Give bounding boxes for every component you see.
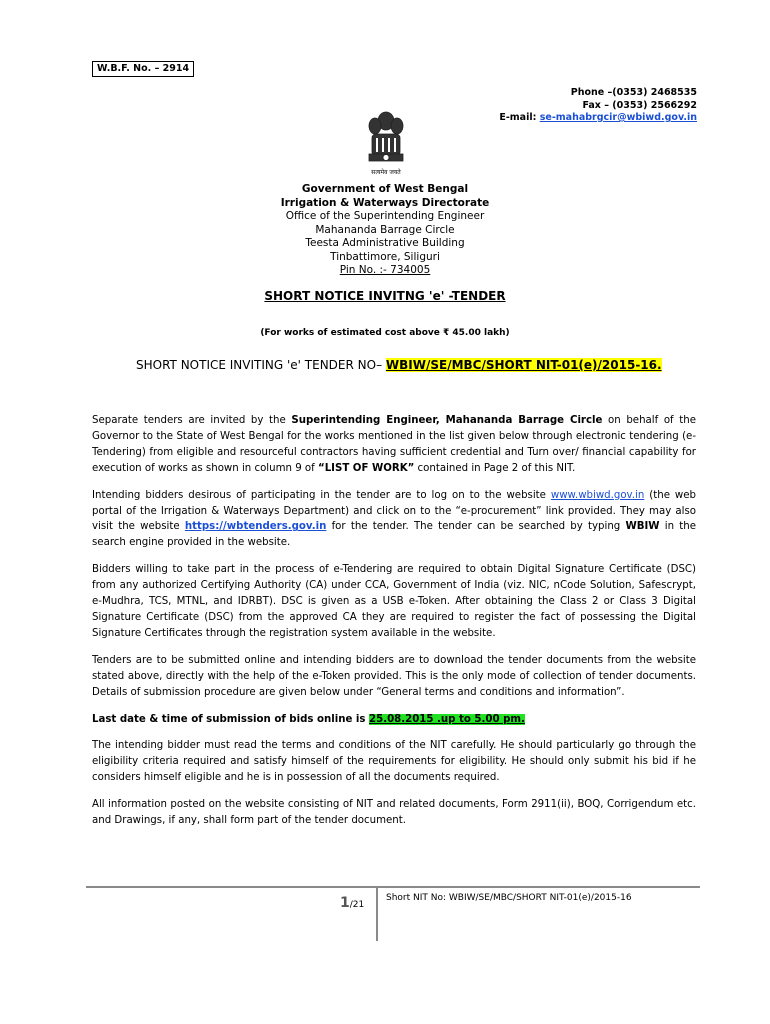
p1-list-of-work: “LIST OF WORK” (318, 462, 415, 474)
paragraph-submission: Tenders are to be submitted online and intending bidders are to download the tender documents from the website stated above, directly with the help of the e-Token provided. This is the only mode of collection of tender documents. Details of submission procedure are given below under “General terms and conditions and information”. (92, 654, 696, 698)
notice-number: WBIW/SE/MBC/SHORT NIT-01(e)/2015-16. (385, 358, 662, 372)
org-location: Tinbattimore, Siliguri (330, 250, 440, 263)
paragraph-eligibility: The intending bidder must read the terms and conditions of the NIT carefully. He should particularly go through the eligibility criteria required and satisfy himself of the requirements for eligibility. He should only submit his bid if he considers himself eligible and he is in possession of all the documents required. (92, 740, 696, 784)
p2-text-e: in the search engine provided in the website. (92, 521, 696, 549)
notice-prefix: SHORT NOTICE INVITING 'e' TENDER NO– (136, 358, 383, 372)
p1-authority: Superintending Engineer, Mahananda Barrage Circle (291, 415, 603, 426)
org-office: Office of the Superintending Engineer (285, 210, 485, 222)
p2-text-a: Intending bidders desirous of participating in the tender are to log on to the website (92, 489, 551, 501)
page-title: SHORT NOTICE INVITNG 'e' -TENDER (264, 289, 506, 303)
wbiwd-link[interactable]: www.wbiwd.gov.in (550, 489, 645, 501)
p2-text-c: for the tender. The tender can be searched by typing (326, 521, 626, 533)
email-line (499, 112, 697, 125)
last-date-label: Last date & time of submission of bids online is (92, 713, 370, 725)
paragraph-last-date (92, 712, 696, 728)
total-pages: /21 (349, 900, 365, 910)
phone: Phone –(0353) 2468535 (570, 87, 697, 98)
paragraph-dsc: Bidders willing to take part in the process of e-Tendering are required to obtain Digital Signature Certificate (DSC) from any authorized Certifying Authority (CA) under CCA, Government of India (viz. NIC, nCode Solution, Safescrypt, e-Mudhra, TCS, MTNL, and IDRBT). DSC is given as a USB e-Token. After obtaining the Class 2 or Class 3 Digital Signature Certificate (DSC) from the approved CA they are required to register the fact of possessing the Digital Signature Certificates through the registration system available in the website. (92, 564, 696, 639)
paragraph-website (92, 488, 696, 552)
org-pin: Pin No. :- 734005 (339, 264, 431, 276)
wbtenders-link[interactable]: https://wbtenders.gov.in (184, 521, 327, 533)
footer-divider (86, 886, 700, 888)
footer-reference: Short NIT No: WBIW/SE/MBC/SHORT NIT-01(e)/2015-16 (386, 893, 632, 903)
footer-vertical-divider (376, 886, 378, 941)
p2-text-b: (the web portal of the Irrigation & Waterways Department) and click on to the “e-procurement” link provided. They may also visit the website (92, 489, 696, 533)
p1-text-a: Separate tenders are invited by the (92, 415, 292, 426)
organization-block (0, 183, 770, 278)
fax: Fax – (0353) 2566292 (582, 99, 697, 111)
paragraph-invitation (92, 413, 696, 477)
ashoka-emblem-icon (362, 108, 410, 176)
notice-number-line (136, 358, 662, 372)
estimated-cost-note: (For works of estimated cost above ₹ 45.00 lakh) (260, 328, 510, 338)
current-page: 1 (340, 895, 350, 911)
org-building: Teesta Administrative Building (305, 237, 465, 249)
p1-text-c: on behalf of the Governor to the State of West Bengal for the works mentioned in the list given below through electronic tendering (e-Tendering) from eligible and resourceful contractors having sufficient credential and Turn over/ financial capability for execution of works as shown in column 9 of (92, 415, 696, 474)
email-label: E-mail: (499, 112, 537, 123)
emblem-caption: सत्यमेव जयते (371, 169, 401, 176)
p1-text-e: contained in Page 2 of this NIT. (414, 462, 576, 474)
last-date-value: 25.08.2015 .up to 5.00 pm. (369, 713, 525, 725)
contact-block (499, 87, 697, 125)
email-link[interactable]: se-mahabrgcir@wbiwd.gov.in (539, 112, 697, 123)
page-number (340, 895, 364, 911)
p2-search-term: WBIW (625, 521, 660, 533)
org-government: Government of West Bengal (301, 183, 469, 195)
wbf-number: W.B.F. No. – 2914 (92, 61, 194, 77)
paragraph-documents: All information posted on the website consisting of NIT and related documents, Form 2911(ii), BOQ, Corrigendum etc. and Drawings, if any, shall form part of the tender document. (92, 799, 696, 827)
body-text (92, 413, 696, 840)
org-directorate: Irrigation & Waterways Directorate (280, 196, 490, 209)
org-circle: Mahananda Barrage Circle (315, 223, 455, 236)
